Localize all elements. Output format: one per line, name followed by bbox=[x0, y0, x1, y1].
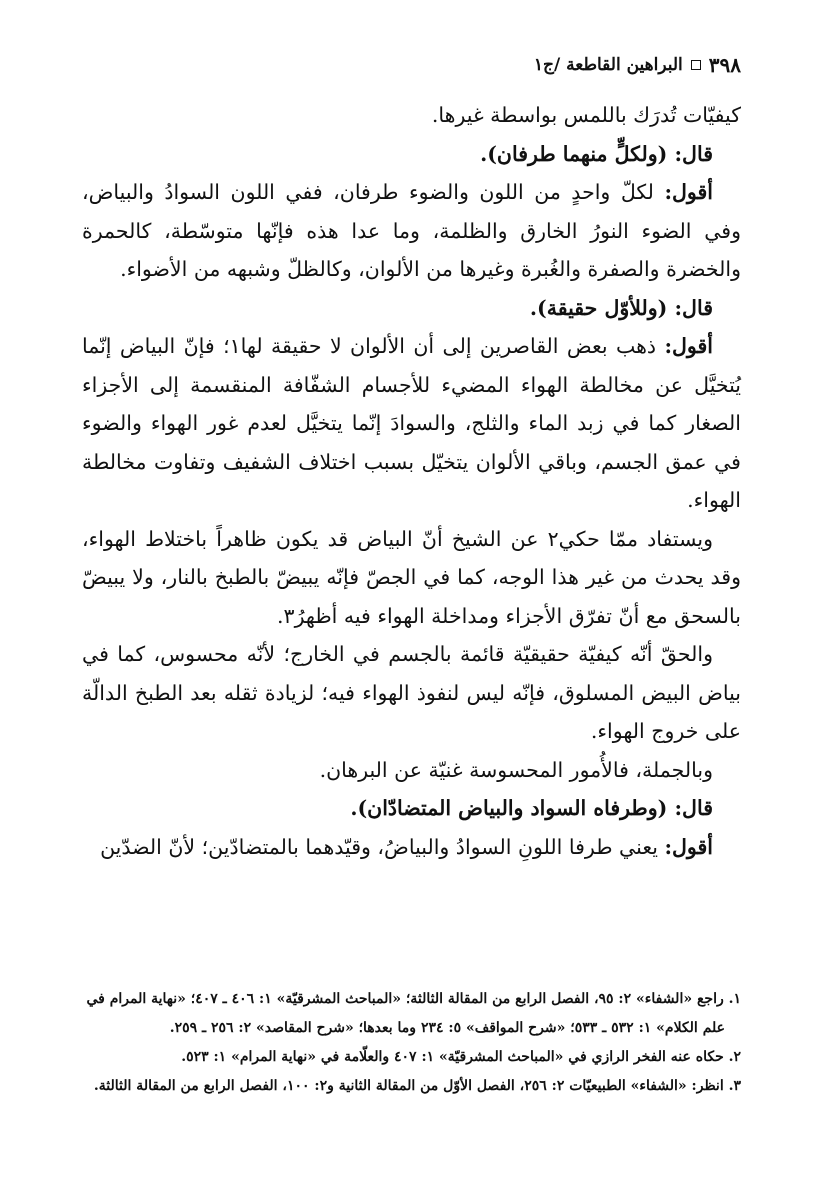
footnote: ٢. حكاه عنه الفخر الرازي في «المباحث المشرقيّة» ١: ٤٠٧ والعلّامة في «نهاية المرام» ١: ٥٢٣. bbox=[181, 1049, 741, 1065]
paragraph-text: يعني طرفا اللونِ السوادُ والبياضُ، وقيّدهما بالمتضادّين؛ لأنّ الضدّين bbox=[100, 834, 665, 859]
paragraph-text: (ولكلٍّ منهما طرفان). bbox=[480, 141, 675, 166]
book-title: البراهين القاطعة /ج١ bbox=[533, 55, 683, 75]
square-ornament-icon bbox=[691, 60, 701, 70]
paragraph-text: ذهب بعض القاصرين إلى أن الألوان لا حقيقة لها١؛ فإنّ البياض إنّما يُتخيَّل عن مخالطة الهواء المضيء للأجسام الشفّافة المنقسمة إلى الأجزاء الصغار كما في زبد الماء والثلج، والسوادَ إنّما يتخيَّل لعدم غور الهواء والضوء في عمق الجسم، وباقي الألوان يتخيّل بسبب اختلاف الشفيف وتفاوت مخالطة الهواء. bbox=[82, 334, 741, 512]
paragraph bbox=[82, 289, 741, 328]
footnote: ١. راجع «الشفاء» ٢: ٩٥، الفصل الرابع من المقالة الثالثة؛ «المباحث المشرقيّة» ١: ٤٠٦ ـ ٤٠٧؛ «نهاية المرام في bbox=[86, 991, 741, 1007]
speaker-label: أقول: bbox=[664, 334, 713, 358]
main-text bbox=[82, 96, 741, 866]
speaker-label: قال: bbox=[674, 141, 713, 166]
speaker-label: قال: bbox=[674, 796, 713, 820]
paragraph bbox=[82, 327, 741, 520]
footnotes bbox=[82, 985, 741, 1101]
paragraph-text: كيفيّات تُدرَك باللمس بواسطة غيرها. bbox=[431, 103, 741, 127]
running-header bbox=[82, 50, 741, 80]
paragraph bbox=[82, 135, 741, 174]
paragraph-text: والحقّ أنّه كيفيّة حقيقيّة قائمة بالجسم في الخارج؛ لأنّه محسوس، كما في بياض البيض المسلوق، فإنّه ليس لنفوذ الهواء فيه؛ لزيادة ثقله بعد الطبخ الدالّة على خروج الهواء. bbox=[82, 642, 741, 743]
page-number: ٣٩٨ bbox=[708, 53, 741, 77]
footnote-continuation: علم الكلام» ١: ٥٣٢ ـ ٥٣٣؛ «شرح المواقف» ٥: ٢٣٤ وما بعدها؛ «شرح المقاصد» ٢: ٢٥٦ ـ ٢٥٩. bbox=[169, 1020, 725, 1036]
footnote: ٣. انظر: «الشفاء» الطبيعيّات ٢: ٢٥٦، الفصل الأوّل من المقالة الثانية و٢: ١٠٠، الفصل الرابع من المقالة الثالثة. bbox=[93, 1078, 741, 1094]
paragraph bbox=[82, 751, 741, 790]
paragraph bbox=[82, 520, 741, 636]
paragraph bbox=[82, 173, 741, 289]
speaker-label: أقول: bbox=[664, 180, 713, 204]
paragraph-text: (وطرفاه السواد والبياض المتضادّان). bbox=[350, 796, 675, 820]
paragraph-text: ويستفاد ممّا حكي٢ عن الشيخ أنّ البياض قد يكون ظاهراً باختلاط الهواء، وقد يحدث من غير هذا الوجه، كما في الجصّ فإنّه يبيضّ بالطبخ بالنار، ولا يبيضّ بالسحق مع أنّ تفرّق الأجزاء ومداخلة الهواء فيه أظهرُ٣. bbox=[82, 526, 741, 628]
speaker-label: قال: bbox=[674, 295, 713, 320]
paragraph-text: وبالجملة، فالأُمور المحسوسة غنيّة عن البرهان. bbox=[319, 757, 713, 782]
paragraph-text: (وللأوّل حقيقة). bbox=[529, 295, 675, 320]
paragraph bbox=[82, 635, 741, 751]
paragraph-text: لكلّ واحدٍ من اللون والضوء طرفان، ففي اللون السوادُ والبياض، وفي الضوء النورُ الخارق والظلمة، وما عدا هذه فإنّها متوسّطة، كالحمرة والخضرة والصفرة والغُبرة وغيرها من الألوان، وكالظلّ وشبهه من الأضواء. bbox=[82, 180, 741, 281]
paragraph bbox=[82, 789, 741, 828]
paragraph bbox=[82, 828, 741, 867]
paragraph bbox=[82, 96, 741, 135]
speaker-label: أقول: bbox=[664, 834, 713, 859]
